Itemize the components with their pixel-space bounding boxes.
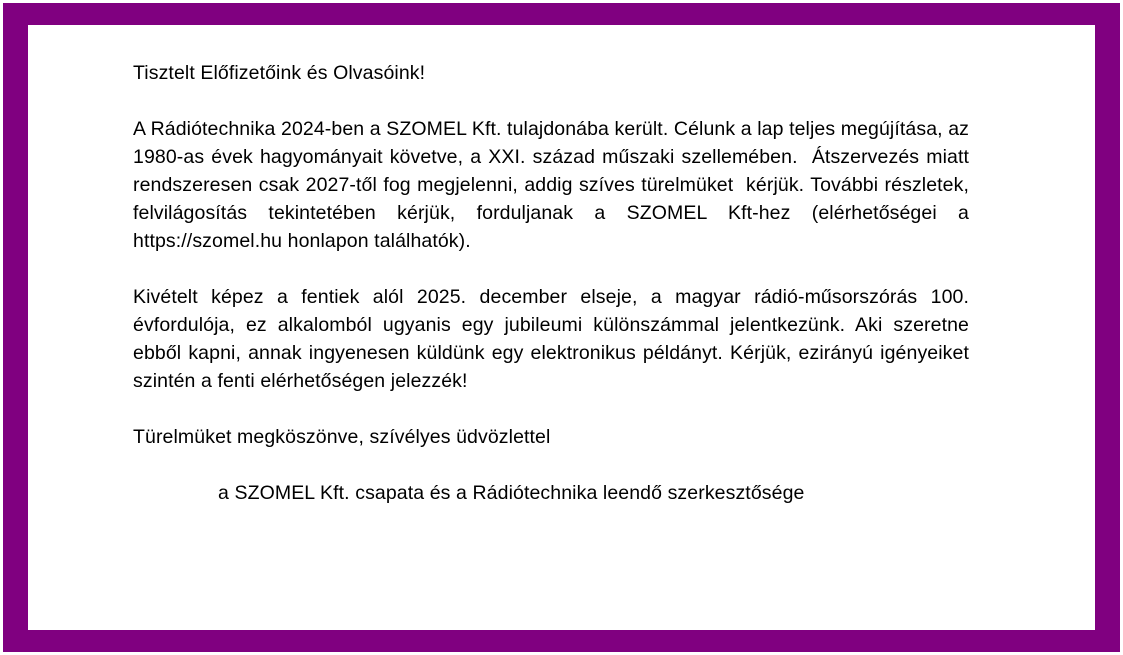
purple-border-frame — [3, 3, 1120, 652]
paragraph-spacer-3 — [133, 395, 969, 423]
signature-line: a SZOMEL Kft. csapata és a Rádiótechnika leendő szerkesztősége — [218, 482, 805, 504]
paragraph-ownership-change: A Rádiótechnika 2024-ben a SZOMEL Kft. tulajdonába került. Célunk a lap teljes megújítása, az 1980-as évek hagyományait követve, a XXI. század műszaki szellemében. Átszervezés miatt rendszeresen csak 2027-től fog megjelenni, addig szíves türelmüket kérjük. További részletek, felvilágosítás tekintetében kérjük, forduljanak a SZOMEL Kft-hez (elérhetőségei a https://szomel.hu honlapon találhatók). — [133, 118, 975, 252]
paragraph-anniversary-issue: Kivételt képez a fentiek alól 2025. december elseje, a magyar rádió-műsorszórás 100. évfordulója, ez alkalomból ugyanis egy jubileumi különszámmal jelentkezünk. Aki szeretne ebből kapni, annak ingyenesen küldünk egy elektronikus példányt. Kérjük, ezirányú igényeiket szintén a fenti elérhetőségen jelezzék! — [133, 286, 975, 392]
paragraph-spacer-2 — [133, 255, 969, 283]
notice-sheet — [28, 25, 1095, 630]
closing-line: Türelmüket megköszönve, szívélyes üdvözlettel — [133, 426, 551, 448]
greeting-line: Tisztelt Előfizetőink és Olvasóink! — [133, 62, 426, 84]
paragraph-spacer-4 — [133, 451, 969, 479]
notice-body — [133, 59, 975, 507]
paragraph-spacer-1 — [133, 87, 969, 115]
